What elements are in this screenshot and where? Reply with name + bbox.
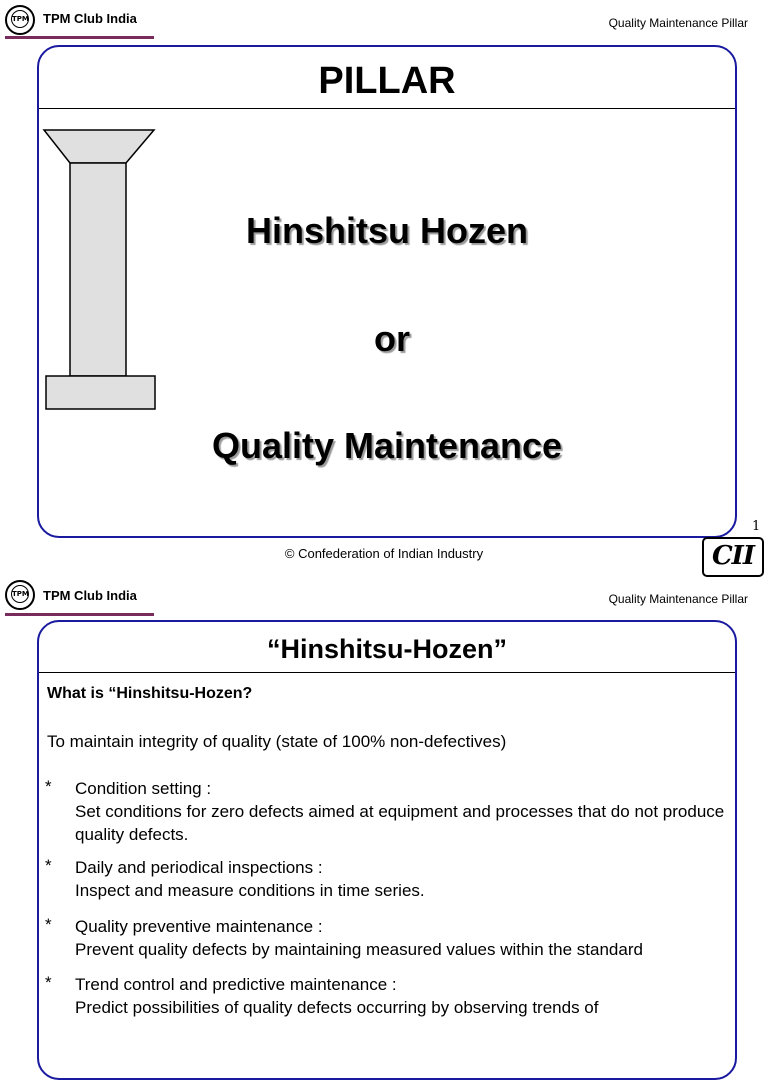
bullet-text: Inspect and measure conditions in time series. [75, 881, 425, 900]
slide-title: “Hinshitsu-Hozen” [267, 634, 507, 664]
pillar-base [46, 376, 155, 409]
header-underline [5, 613, 154, 616]
header-pillar-name: Quality Maintenance Pillar [608, 16, 748, 30]
slide1-heading-or: or [374, 318, 410, 359]
bullet-heading: Condition setting : [75, 779, 212, 798]
bullet-text: Predict possibilities of quality defects occurring by observing trends of [75, 998, 599, 1017]
pillar-capital [44, 130, 154, 163]
header-pillar-name: Quality Maintenance Pillar [608, 592, 748, 606]
pillar-illustration [40, 125, 162, 415]
bullet-marker: * [45, 777, 52, 796]
cii-logo: CII [702, 537, 764, 577]
bullet-heading: Trend control and predictive maintenance : [75, 975, 397, 994]
tpm-logo-text: TPM [11, 10, 29, 28]
club-name: TPM Club India [43, 11, 137, 26]
bullet-text: Prevent quality defects by maintaining measured values within the standard [75, 940, 643, 959]
bullet-marker: * [45, 856, 52, 875]
club-name: TPM Club India [43, 588, 137, 603]
tpm-logo [5, 580, 35, 610]
copyright: © Confederation of Indian Industry [284, 546, 484, 561]
slide-2 [0, 580, 768, 1024]
tpm-logo [5, 5, 35, 35]
slide-title: PILLAR [318, 60, 456, 102]
title-divider [39, 108, 735, 109]
slide1-heading-hinshitsu: Hinshitsu Hozen [245, 210, 528, 251]
tpm-logo-text: TPM [11, 585, 29, 603]
bullet-heading: Daily and periodical inspections : [75, 858, 323, 877]
page-number: 1 [752, 519, 761, 534]
header-underline [5, 36, 154, 39]
bullet-text: Set conditions for zero defects aimed at equipment and processes that do not produce quality defects. [75, 802, 725, 844]
bullet-marker: * [45, 915, 52, 934]
question-heading: What is “Hinshitsu-Hozen? [47, 685, 253, 702]
slide1-heading-quality: Quality Maintenance [211, 425, 563, 466]
bullet-marker: * [45, 973, 52, 992]
intro-text: To maintain integrity of quality (state of 100% non-defectives) [47, 732, 507, 751]
title-divider [39, 672, 735, 673]
bullet-heading: Quality preventive maintenance : [75, 917, 323, 936]
